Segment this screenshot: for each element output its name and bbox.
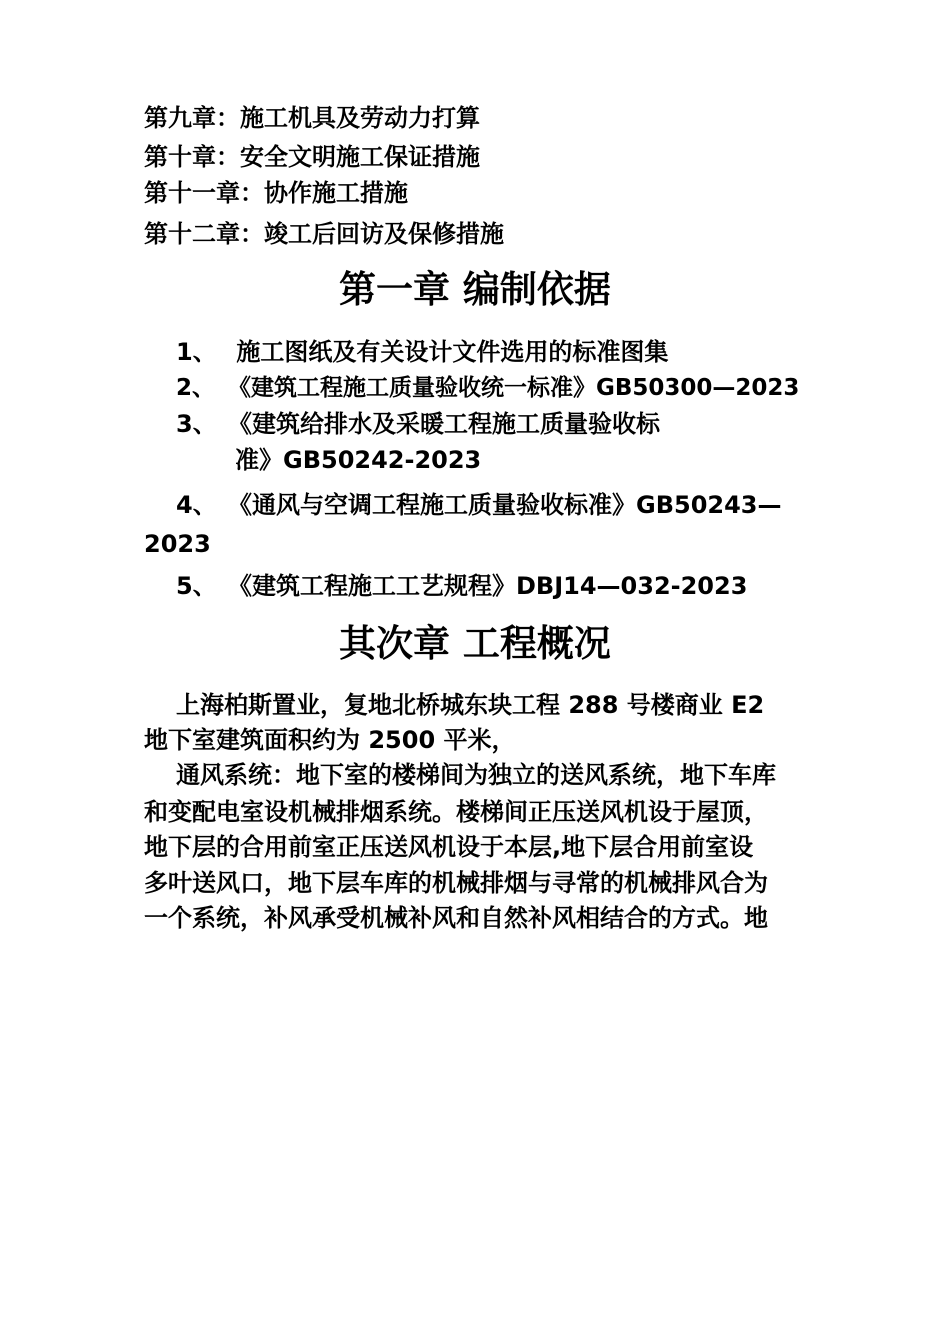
basis-item-text: 《建筑工程施工质量验收统一标准》GB50300—2023	[228, 375, 800, 401]
basis-item-5	[176, 571, 747, 601]
basis-item-text: 施工图纸及有关设计文件选用的标准图集	[228, 338, 669, 366]
basis-item-number: 5、	[176, 572, 217, 600]
overview-para-2-line-4: 多叶送风口，地下层车库的机械排烟与寻常的机械排风合为	[144, 869, 768, 897]
basis-item-3	[176, 409, 660, 439]
overview-para-1-line-1: 上海柏斯置业，复地北桥城东块工程 288 号楼商业 E2	[176, 691, 765, 719]
toc-entry-chapter-11: 第十一章：协作施工措施	[144, 179, 408, 207]
basis-item-number: 4、	[176, 491, 217, 519]
overview-para-2-line-3: 地下层的合用前室正压送风机设于本层,地下层合用前室设	[144, 833, 754, 861]
basis-item-number: 1、	[176, 338, 217, 366]
basis-item-number: 2、	[176, 375, 216, 401]
basis-item-4-continuation: 2023	[144, 530, 211, 558]
basis-item-4	[176, 490, 782, 520]
chapter-1-title: 第一章 编制依据	[339, 268, 611, 311]
toc-entry-chapter-9: 第九章：施工机具及劳动力打算	[144, 104, 480, 132]
basis-item-2	[176, 373, 799, 403]
basis-item-text: 《建筑工程施工工艺规程》DBJ14—032-2023	[228, 572, 748, 600]
basis-item-1	[176, 337, 668, 367]
overview-para-2-line-2: 和变配电室设机械排烟系统。楼梯间正压送风机设于屋顶，	[144, 798, 768, 826]
toc-entry-chapter-10: 第十章：安全文明施工保证措施	[144, 143, 480, 171]
overview-para-2-line-5: 一个系统，补风承受机械补风和自然补风相结合的方式。地	[144, 904, 768, 932]
overview-para-1-line-2: 地下室建筑面积约为 2500 平米，	[144, 726, 516, 754]
toc-entry-chapter-12: 第十二章：竣工后回访及保修措施	[144, 220, 504, 248]
basis-item-number: 3、	[176, 410, 217, 438]
basis-item-text: 《建筑给排水及采暖工程施工质量验收标	[228, 410, 660, 438]
basis-item-text: 《通风与空调工程施工质量验收标准》GB50243—	[228, 491, 782, 519]
overview-para-2-line-1: 通风系统：地下室的楼梯间为独立的送风系统，地下车库	[176, 761, 776, 789]
chapter-2-title: 其次章 工程概况	[339, 622, 611, 665]
basis-item-3-continuation: 准》GB50242-2023	[235, 446, 482, 474]
